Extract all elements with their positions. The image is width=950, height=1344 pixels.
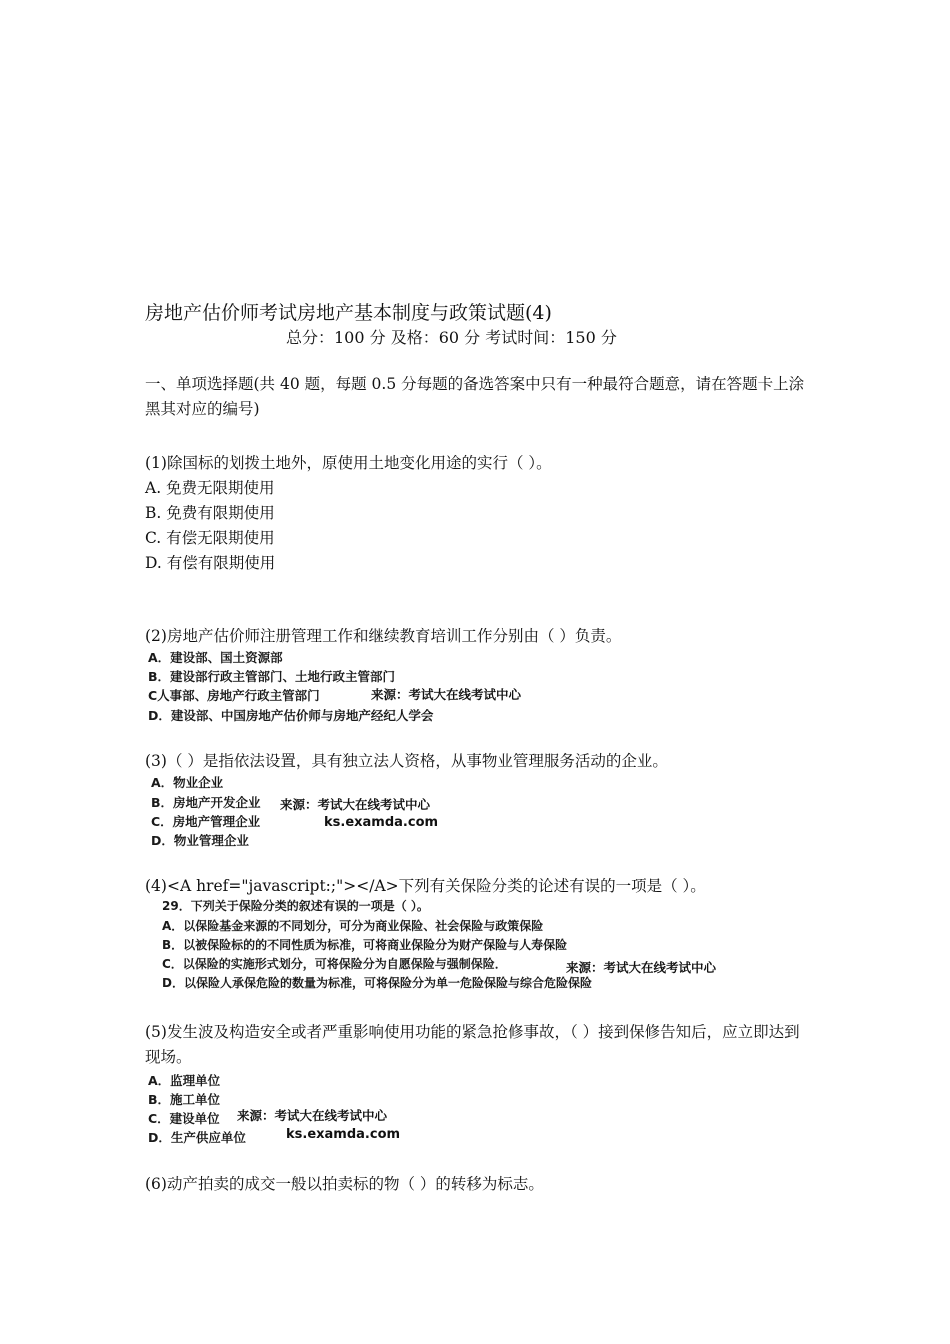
question-stem: (2)房地产估价师注册管理工作和继续教育培训工作分别由（ ）负责。: [145, 627, 622, 645]
option-a: A．以保险基金来源的不同划分，可分为商业保险、社会保险与政策保险: [162, 919, 544, 933]
source-watermark: 来源：考试大在线考试中心: [371, 687, 522, 702]
option-b: B．建设部行政主管部门、土地行政主管部门: [148, 669, 396, 684]
option-b: B．施工单位: [148, 1092, 221, 1107]
option-d: D．建设部、中国房地产估价师与房地产经纪人学会: [148, 708, 434, 723]
source-url: ks.examda.com: [286, 1127, 401, 1142]
question-stem: (1)除国标的划拨土地外，原使用土地变化用途的实行（ ）。: [145, 454, 552, 472]
option-b: B. 免费有限期使用: [145, 504, 275, 522]
option-c: C．房地产管理企业: [151, 814, 261, 829]
source-watermark: 来源：考试大在线考试中心: [280, 797, 431, 812]
question-stem: (3)（ ）是指依法设置，具有独立法人资格，从事物业管理服务活动的企业。: [145, 752, 668, 770]
question-stem: (6)动产拍卖的成交一般以拍卖标的物（ ）的转移为标志。: [145, 1175, 544, 1193]
option-d: D．生产供应单位: [148, 1130, 246, 1145]
option-c: C．以保险的实施形式划分，可将保险分为自愿保险与强制保险．: [162, 957, 507, 971]
exam-meta: 总分：100 分 及格：60 分 考试时间：150 分: [286, 328, 617, 347]
section-intro: 一、单项选择题(共 40 题，每题 0.5 分每题的备选答案中只有一种最符合题意，请在答题卡上涂黑其对应的编号): [145, 375, 805, 418]
source-url: ks.examda.com: [324, 815, 439, 830]
sub-question-stem: 29．下列关于保险分类的叙述有误的一项是（ ）。: [162, 899, 429, 913]
option-c: C人事部、房地产行政主管部门: [148, 688, 320, 703]
option-d: D．以保险人承保危险的数量为标准，可将保险分为单一危险保险与综合危险保险: [162, 976, 592, 990]
option-a: A．监理单位: [148, 1073, 221, 1088]
option-a: A．物业企业: [151, 775, 224, 790]
option-c: C. 有偿无限期使用: [145, 529, 275, 547]
document-title: 房地产估价师考试房地产基本制度与政策试题(4): [145, 302, 552, 324]
option-a: A. 免费无限期使用: [145, 479, 275, 497]
option-b: B．以被保险标的的不同性质为标准，可将商业保险分为财产保险与人寿保险: [162, 938, 568, 952]
source-watermark: 来源：考试大在线考试中心: [566, 960, 717, 975]
option-c: C．建设单位: [148, 1111, 220, 1126]
question-stem: (5)发生波及构造安全或者严重影响使用功能的紧急抢修事故，（ ）接到保修告知后，应立即达到现场。: [145, 1023, 800, 1066]
question-stem: (4)<A href="javascript:;"></A>下列有关保险分类的论述有误的一项是（ ）。: [145, 877, 706, 895]
option-d: D．物业管理企业: [151, 833, 249, 848]
source-watermark: 来源：考试大在线考试中心: [237, 1108, 388, 1123]
option-d: D. 有偿有限期使用: [145, 554, 276, 572]
option-a: A．建设部、国土资源部: [148, 650, 283, 665]
option-b: B．房地产开发企业: [151, 795, 261, 810]
